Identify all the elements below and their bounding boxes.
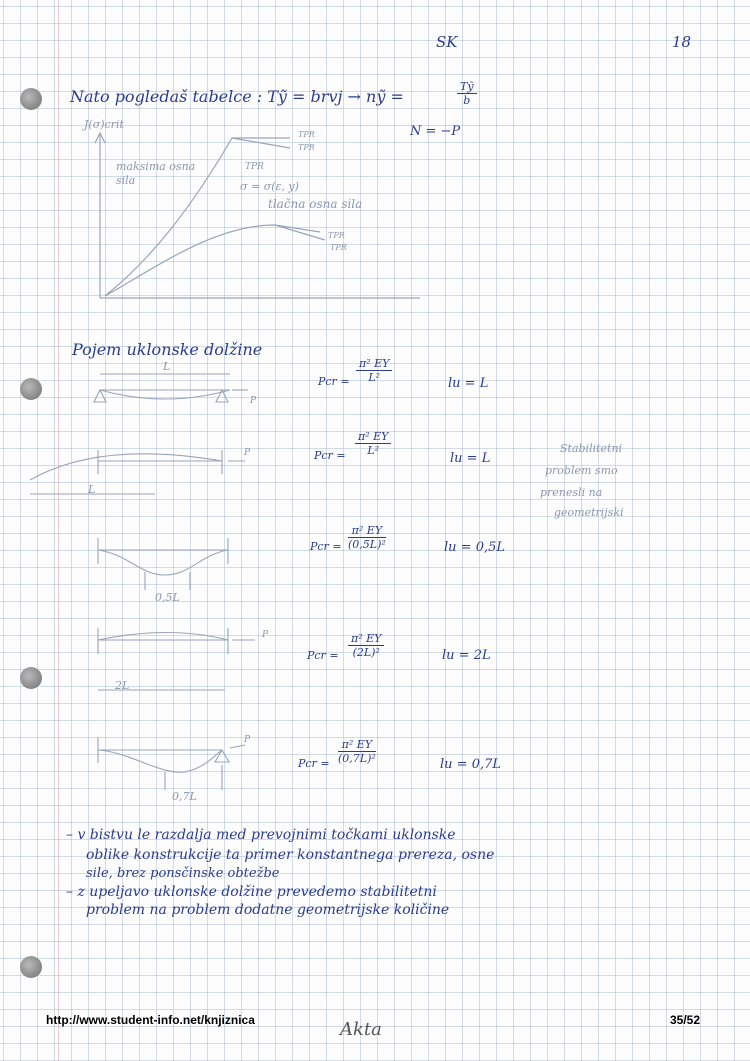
case-5-pcr: Pcr =: [298, 757, 330, 770]
graph-sigma-eq: σ = σ(ε, y): [240, 180, 299, 193]
case-4-dim-label: 2L: [115, 679, 130, 692]
header-page-number: 18: [672, 33, 692, 51]
case-1-num: π² EY: [356, 357, 392, 371]
case-3-sketch: [98, 538, 228, 590]
graph-branch-b: [275, 225, 325, 240]
case-3-den: (0,5L)²: [348, 538, 386, 551]
footer-logo: Akta: [340, 1019, 382, 1040]
case-2-load-label: P: [244, 448, 251, 458]
bullet-1-line-1: – v bistvu le razdalja med prevojnimi točkami uklonske: [66, 827, 456, 843]
stress-graph: [95, 133, 420, 298]
case-5-sketch: [98, 737, 245, 790]
case-1-fraction: [356, 357, 392, 384]
intro-frac-den: b: [463, 94, 471, 107]
case-4-lu: lu = 2L: [442, 648, 491, 663]
case-4-num: π² EY: [348, 632, 384, 646]
case-1-den: L²: [368, 371, 381, 384]
side-note-2: problem smo: [545, 464, 618, 477]
bullet-2-line-2: problem na problem dodatne geometrijske količine: [86, 902, 450, 918]
case-5-fraction: [338, 738, 376, 765]
case-2-den: L²: [367, 444, 380, 457]
case-1-buckle: [100, 390, 230, 399]
section-title: Pojem uklonske dolžine: [72, 340, 263, 359]
case-4-pcr: Pcr =: [307, 649, 339, 662]
case-2-sketch: [30, 450, 245, 494]
graph-tpr-lower-b: TPR: [330, 243, 347, 252]
side-note-3: prenesli na: [540, 486, 603, 499]
case-5-lu: lu = 0,7L: [440, 757, 501, 772]
case-5-den: (0,7L)²: [338, 752, 376, 765]
case-1-lu: lu = L: [448, 376, 489, 391]
case-2-num: π² EY: [355, 430, 391, 444]
bullet-1-line-2: oblike konstrukcije ta primer konstantnega prereza, osne: [86, 847, 495, 863]
case-4-den: (2L)²: [352, 646, 380, 659]
graph-max-force: maksima osna sila: [116, 160, 196, 187]
footer-url: http://www.student-info.net/knjiznica: [46, 1013, 255, 1027]
case-2-fraction: [355, 430, 391, 457]
case-2-dim-label: L: [88, 483, 96, 496]
case-4-fraction: [348, 632, 384, 659]
graph-tpr-upper-a: TPR: [298, 130, 315, 139]
case-1-pin-left: [94, 390, 106, 402]
case-4-buckle: [98, 633, 228, 641]
graph-curve-lower: [105, 225, 320, 296]
case-1-pcr: Pcr =: [318, 375, 350, 388]
footer-page-number: 35/52: [670, 1013, 701, 1027]
case-3-dim-label: 0,5L: [155, 591, 180, 604]
case-5-load-label: P: [244, 735, 251, 745]
case-2-lu: lu = L: [450, 451, 491, 466]
graph-tpr-upper-b: TPR: [298, 143, 315, 152]
case-3-num: π² EY: [348, 524, 386, 538]
case-5-buckle: [98, 750, 222, 772]
intro-line: Nato pogledaš tabelce : Tỹ = brvj → nỹ =: [70, 87, 404, 106]
case-5-num: π² EY: [338, 738, 376, 752]
graph-branch-a: [232, 138, 290, 148]
bullet-1-line-3: sile, brez ponsčinske obtežbe: [86, 866, 280, 881]
graph-tpr-lower-a: TPR: [328, 231, 345, 240]
case-3-fraction: [348, 524, 386, 551]
case-4-load-label: P: [262, 630, 269, 640]
case-3-buckle: [98, 550, 228, 575]
case-5-dim-label: 0,7L: [172, 790, 197, 803]
case-1-dim-label: L: [163, 360, 171, 373]
case-1-sketch: [94, 374, 248, 402]
intro-frac-num: Tỹ: [457, 80, 477, 94]
case-3-pcr: Pcr =: [310, 540, 342, 553]
case-5-pin-right: [215, 750, 229, 762]
case-2-pcr: Pcr =: [314, 449, 346, 462]
case-1-load-label: P: [250, 396, 257, 406]
case-5-load-arrow: [230, 745, 245, 748]
bullet-2-line-1: – z upeljavo uklonske dolžine prevedemo stabilitetni: [66, 884, 437, 900]
n-equation: N = −P: [410, 124, 461, 139]
case-3-lu: lu = 0,5L: [444, 540, 505, 555]
side-note-1: Stabilitetni: [560, 442, 623, 455]
side-note-4: geometrijski: [554, 506, 624, 519]
graph-ylabel: J(σ)crit: [84, 118, 124, 131]
graph-tpr-mid: TPR: [245, 162, 264, 172]
case-2-buckle: [30, 454, 222, 480]
header-initials: SK: [436, 33, 458, 51]
graph-tlacna: tlačna osna sila: [268, 197, 363, 211]
